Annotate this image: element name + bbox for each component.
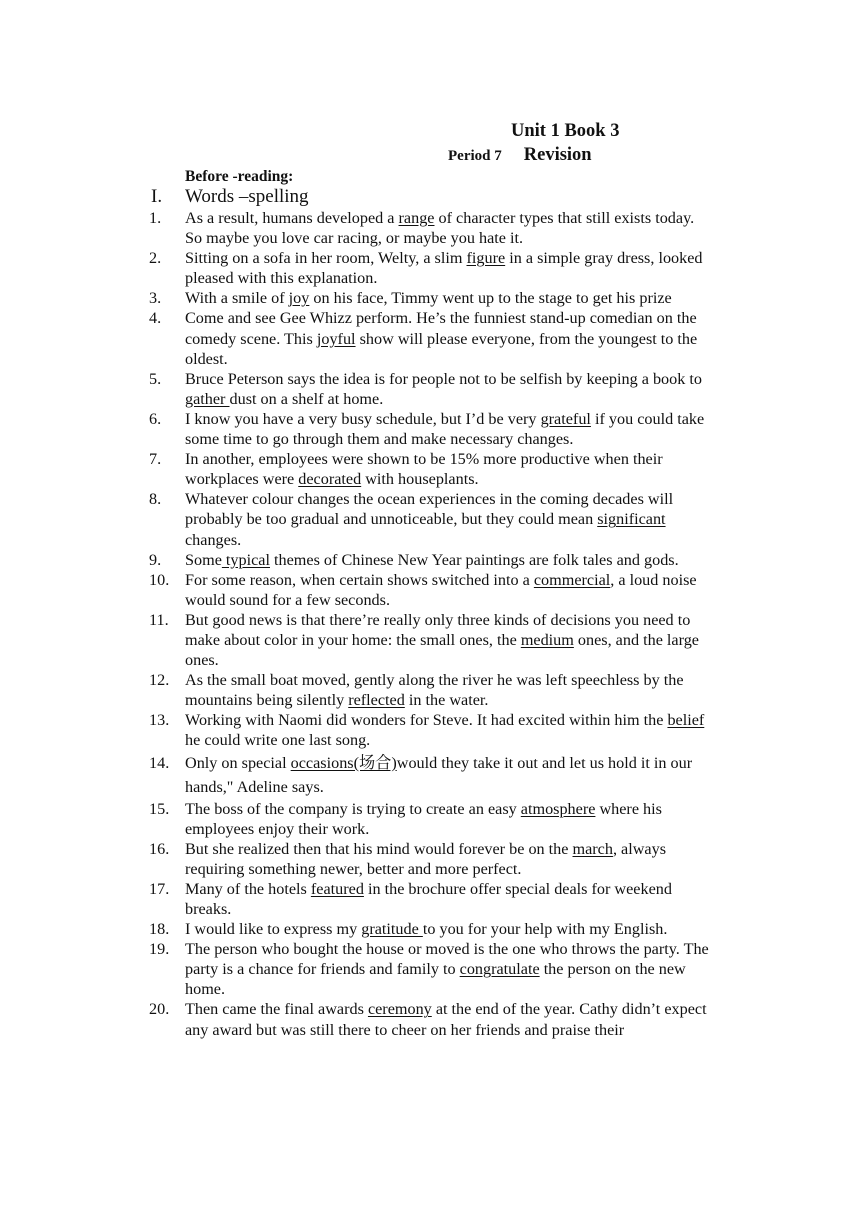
answer-word: grateful — [540, 409, 591, 428]
exercise-item — [149, 409, 714, 449]
exercise-item — [149, 610, 714, 670]
item-number: 3. — [149, 289, 162, 308]
period-topic: Revision — [523, 145, 592, 165]
item-number: 19. — [149, 940, 170, 959]
sentence-text-before: Working with Naomi did wonders for Steve. It had excited within him the — [185, 711, 668, 730]
exercise-item — [149, 751, 714, 799]
sentence-text-before: Bruce Peterson says the idea is for people not to be selfish by keeping a book to — [185, 369, 702, 388]
sentence-text-after: in a simple gray dress, looked pleased with this explanation. — [185, 249, 703, 288]
document-title: Unit 1 Book 3 — [511, 121, 620, 141]
answer-word: figure — [466, 249, 506, 268]
item-number: 10. — [149, 570, 170, 589]
answer-word: joyful — [316, 329, 356, 348]
sentence-text-after: , always requiring something newer, better and more perfect. — [185, 839, 666, 878]
item-number: 13. — [149, 711, 170, 730]
item-number: 16. — [149, 839, 170, 858]
sentence-text-before: But good news is that there’re really only three kinds of decisions you need to make about color in your home: the small ones, the — [185, 610, 691, 649]
item-number: 2. — [149, 249, 162, 268]
sentence-text-before: In another, employees were shown to be 15% more productive when their workplaces were — [185, 450, 663, 489]
exercise-item — [149, 208, 714, 248]
sentence-text-before: Come and see Gee Whizz perform. He’s the funniest stand-up comedian on the comedy scene. This — [185, 309, 697, 348]
item-number: 20. — [149, 1000, 170, 1019]
exercise-item — [149, 449, 714, 489]
item-number: 6. — [149, 409, 162, 428]
sentence-text-after: in the water. — [404, 691, 489, 710]
answer-word: significant — [597, 510, 666, 529]
answer-word: atmosphere — [520, 799, 596, 818]
sentence-text-before: I know you have a very busy schedule, but I’d be very — [185, 409, 541, 428]
answer-word: decorated — [298, 470, 362, 489]
sentence-text-after: in the brochure offer special deals for weekend breaks. — [185, 879, 672, 918]
answer-word: gratitude — [361, 920, 423, 939]
answer-word: reflected — [348, 691, 405, 710]
answer-word: congratulate — [459, 960, 540, 979]
sentence-text-after: dust on a shelf at home. — [229, 389, 384, 408]
item-number: 5. — [149, 369, 162, 388]
sentence-text-after: would they take it out and let us hold it in our hands," Adeline says. — [185, 753, 693, 796]
exercise-item — [149, 939, 714, 999]
sentence-text-before: I would like to express my — [185, 920, 362, 939]
sentence-text-before: For some reason, when certain shows switched into a — [185, 570, 534, 589]
item-number: 11. — [149, 610, 169, 629]
answer-word: occasions(场合) — [290, 753, 397, 772]
item-number: 18. — [149, 920, 170, 939]
sentence-text-before: The person who bought the house or moved is the one who throws the party. The party is a chance for friends and family to — [185, 940, 709, 979]
sentence-text-after: if you could take some time to go through them and make necessary changes. — [185, 409, 705, 449]
sentence-text-before: The boss of the company is trying to create an easy — [185, 799, 521, 818]
sentence-text-after: themes of Chinese New Year paintings are folk tales and gods. — [269, 550, 679, 569]
exercise-item — [149, 570, 714, 610]
sentence-text-after: at the end of the year. Cathy didn’t expect any award but was still there to cheer on her friends and praise their — [185, 1000, 707, 1039]
sentence-text-after: changes. — [185, 530, 242, 549]
sentence-text-before: As a result, humans developed a — [185, 209, 399, 227]
sentence-text-after: he could write one last song. — [185, 731, 371, 750]
sentence-text-after: , a loud noise would sound for a few seconds. — [185, 570, 697, 609]
sentence-text-before: Many of the hotels — [185, 879, 311, 898]
exercise-item — [149, 879, 714, 919]
answer-word: range — [398, 209, 435, 227]
exercise-item — [149, 839, 714, 879]
exercise-item — [149, 248, 714, 288]
sentence-text-after: ones, and the large ones. — [185, 630, 699, 670]
answer-word: ceremony — [367, 1000, 432, 1019]
answer-word: medium — [520, 630, 574, 649]
exercise-item — [149, 369, 714, 409]
sentence-text-after: on his face, Timmy went up to the stage to get his prize — [309, 289, 672, 308]
sentence-text-before: Then came the final awards — [185, 1000, 368, 1019]
item-number: 17. — [149, 879, 170, 898]
answer-word: commercial — [533, 570, 611, 589]
exercise-item — [149, 799, 714, 839]
answer-word: typical — [221, 550, 270, 569]
answer-word: march — [572, 839, 613, 858]
part-heading — [151, 186, 309, 208]
sentence-text-before: Only on special — [185, 753, 291, 772]
sentence-text-before: Sitting on a sofa in her room, Welty, a slim — [185, 249, 467, 268]
sentence-text-after: the person on the new home. — [185, 960, 686, 999]
exercise-item — [149, 288, 714, 308]
spelling-exercise-list — [149, 208, 714, 1040]
part-title: Words –spelling — [185, 186, 309, 207]
answer-word: joy — [288, 289, 310, 308]
item-number: 14. — [149, 753, 170, 772]
exercise-item — [149, 919, 714, 939]
sentence-text-after: show will please everyone, from the youngest to the oldest. — [185, 329, 698, 368]
sentence-text-before: As the small boat moved, gently along the river he was left speechless by the mountains being silently — [185, 671, 684, 710]
item-number: 4. — [149, 309, 162, 328]
sentence-text-after: where his employees enjoy their work. — [185, 799, 662, 838]
sentence-text-after: of character types that still exists today. So maybe you love car racing, or maybe you hate it. — [185, 209, 695, 248]
exercise-item — [149, 489, 714, 549]
item-number: 9. — [149, 550, 162, 569]
exercise-item — [149, 308, 714, 368]
section-heading: Before -reading: — [185, 168, 294, 185]
item-number: 1. — [149, 209, 162, 227]
item-number: 12. — [149, 671, 170, 690]
item-number: 7. — [149, 450, 162, 469]
sentence-text-after: with houseplants. — [361, 470, 479, 489]
period-line — [448, 145, 592, 166]
period-label: Period 7 — [448, 148, 502, 164]
sentence-text-before: With a smile of — [185, 289, 289, 308]
part-number: I. — [151, 186, 163, 207]
item-number: 15. — [149, 799, 170, 818]
answer-word: featured — [310, 879, 364, 898]
sentence-text-before: Some — [185, 550, 222, 569]
sentence-text-before: But she realized then that his mind would forever be on the — [185, 839, 573, 858]
answer-word: gather — [185, 389, 230, 408]
exercise-item — [149, 999, 714, 1039]
item-number: 8. — [149, 490, 162, 509]
exercise-item — [149, 710, 714, 750]
exercise-item — [149, 550, 714, 570]
answer-word: belief — [667, 711, 705, 730]
exercise-item — [149, 670, 714, 710]
sentence-text-before: Whatever colour changes the ocean experiences in the coming decades will probably be too gradual and unnoticeable, but they could mean — [185, 490, 674, 529]
sentence-text-after: to you for your help with my English. — [422, 920, 668, 939]
